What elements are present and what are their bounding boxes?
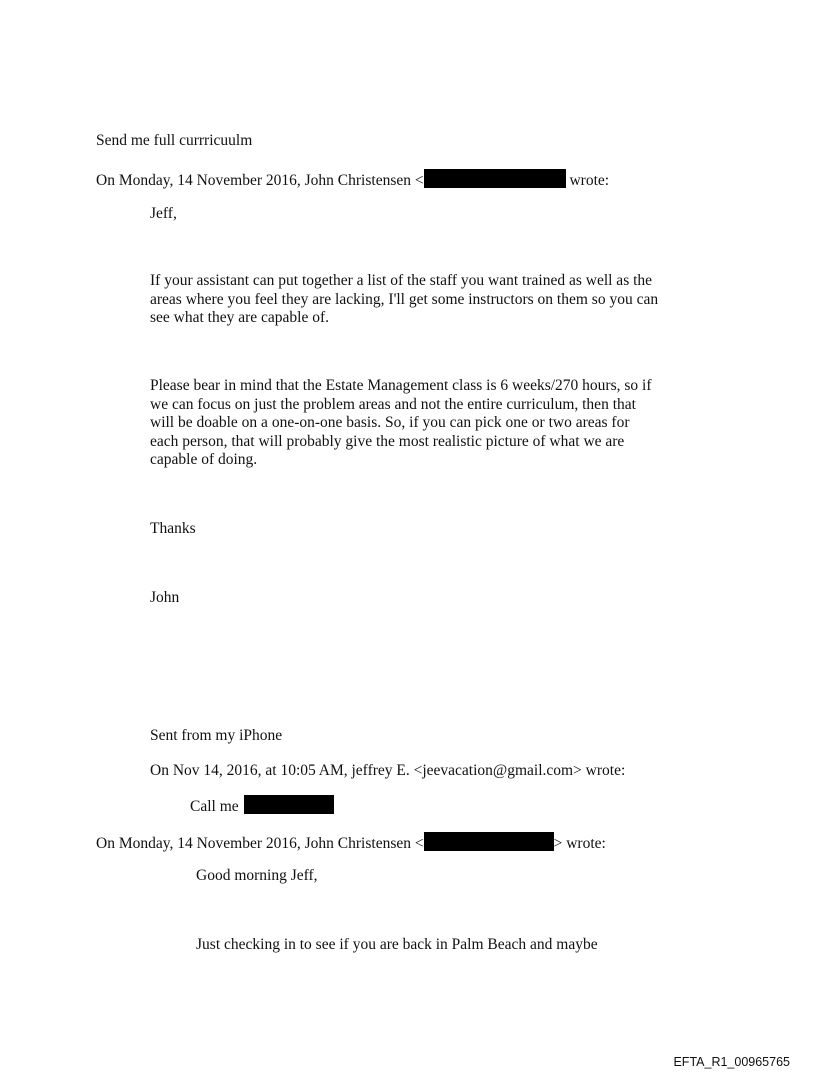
quote-header-3: [96, 832, 606, 853]
paragraph-line: Please bear in mind that the Estate Management class is 6 weeks/270 hours, so if: [150, 377, 652, 394]
paragraph-line: will be doable on a one-on-one basis. So, if you can pick one or two areas for: [150, 414, 630, 431]
thanks: Thanks: [150, 520, 196, 537]
quote-header-3-prefix: On Monday, 14 November 2016, John Christensen <: [96, 835, 424, 852]
paragraph-1: [150, 272, 658, 328]
quote-header-1: [96, 169, 609, 190]
paragraph-line: capable of doing.: [150, 451, 258, 468]
paragraph-line: we can focus on just the problem areas and not the entire curriculum, then that: [150, 395, 636, 413]
sent-from: Sent from my iPhone: [150, 727, 283, 744]
call-me-text: Call me: [190, 798, 239, 815]
quote-header-1-suffix: wrote:: [565, 172, 610, 189]
greeting: Jeff,: [150, 205, 177, 222]
signature: John: [150, 589, 180, 606]
quote-header-1-prefix: On Monday, 14 November 2016, John Christensen <: [96, 172, 424, 189]
paragraph-line: see what they are capable of.: [150, 309, 330, 326]
checking-in-line: Just checking in to see if you are back in Palm Beach and maybe: [196, 936, 598, 953]
paragraph-line: If your assistant can put together a list of the staff you want trained as well as the: [150, 272, 653, 289]
paragraph-line: each person, that will probably give the most realistic picture of what we are: [150, 432, 625, 450]
document-id: EFTA_R1_00965765: [673, 1055, 790, 1069]
paragraph-2: [150, 377, 651, 470]
redaction-box: [424, 832, 554, 851]
quote-header-2: On Nov 14, 2016, at 10:05 AM, jeffrey E. <jeevacation@gmail.com> wrote:: [150, 762, 626, 779]
quote-header-3-suffix: > wrote:: [553, 835, 606, 852]
redaction-box: [244, 795, 334, 814]
paragraph-line: areas where you feel they are lacking, I'll get some instructors on them so you can: [150, 290, 659, 308]
top-reply: Send me full currricuulm: [96, 132, 253, 149]
greeting-2: Good morning Jeff,: [196, 867, 318, 884]
call-me-line: [190, 795, 334, 816]
redaction-box: [424, 169, 566, 188]
